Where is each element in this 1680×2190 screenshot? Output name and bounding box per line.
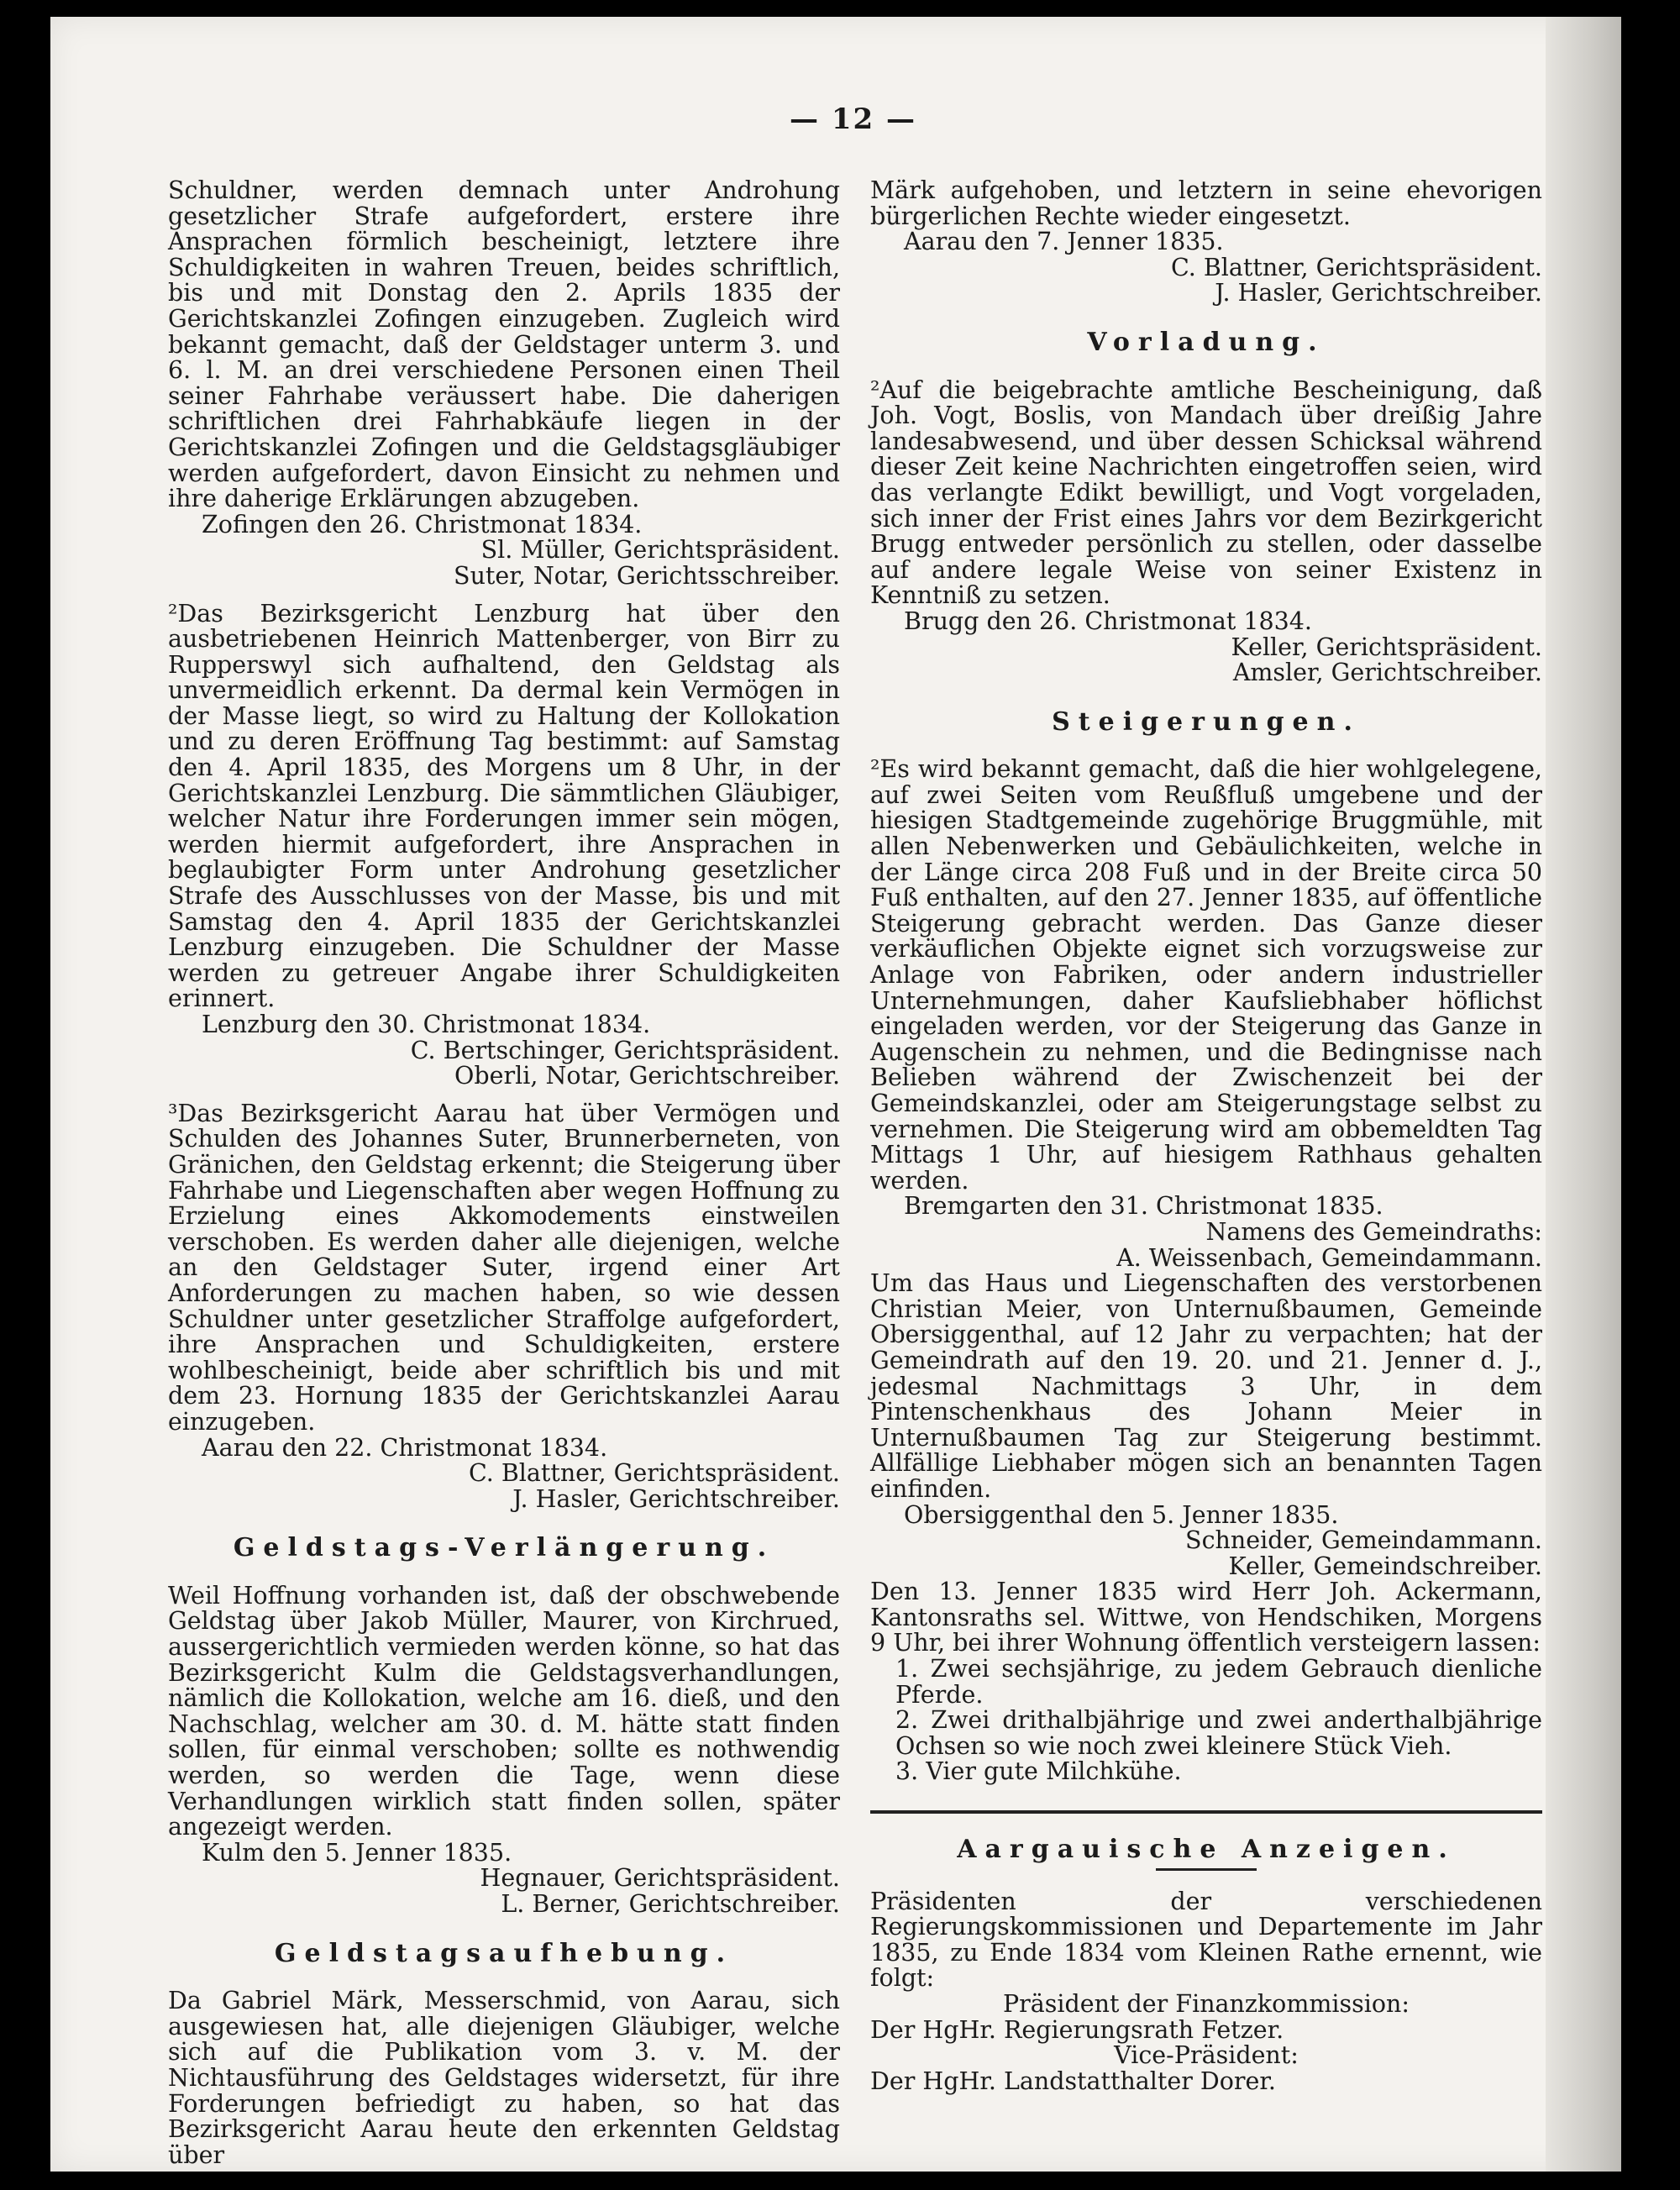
notice-praesidenten: Präsidenten der verschiedenen Regierungskommissionen und Departemente im Jahr 1835, zu Ende 1834 vom Kleinen Rathe ernennt, wie folgt: <box>870 1887 1542 1993</box>
title-vice-praesident: Vice-Präsident: <box>1114 2041 1299 2070</box>
notice-maerk-signature-2: J. Hasler, Gerichtschreiber. <box>1215 279 1542 307</box>
notice-meier-signature-2: Keller, Gemeindschreiber. <box>1228 1552 1542 1580</box>
notice-zofingen-signature-1: Sl. Müller, Gerichtspräsident. <box>480 536 840 565</box>
page-spine <box>1546 17 1621 2172</box>
name-fetzer: Der HgHr. Regierungsrath Fetzer. <box>870 2015 1284 2044</box>
notice-zofingen-signature-2: Suter, Notar, Gerichtsschreiber. <box>454 561 840 590</box>
list-item: 2. Zwei drithalbjährige und zwei anderthalbjährige Ochsen so wie noch zwei kleinere Stück Vieh. <box>895 1706 1542 1760</box>
notice-kulm: Weil Hoffnung vorhanden ist, daß der obschwebende Geldstag über Jakob Müller, Maurer, von Kirchrued, aussergerichtlich vermieden werden könne, so hat das Bezirksgericht Kulm die Geldstagsverhandlungen, nämlich die Kollokation, welche am 16. dieß, und den Nachschlag, welcher am 30. d. M. hätte statt finden sollen, für einmal verschoben; sollte es nothwendig werden, so werden die Tage, wenn diese Verhandlungen wirklich statt finden sollen, später angezeigt werden. <box>168 1581 840 1841</box>
notice-kulm-signature-2: L. Berner, Gerichtschreiber. <box>501 1890 840 1918</box>
notice-maerk: Da Gabriel Märk, Messerschmid, von Aarau, sich ausgewiesen hat, alle diejenigen Gläubiger, welche sich auf die Publikation vom 3. v. M. der Nichtausführung des Geldstages widersetzt, für ihre Forderungen befriedigt zu haben, so hat das Bezirksgericht Aarau heute den erkennten Geldstag über <box>168 1987 840 2169</box>
notice-aarau-signature-2: J. Hasler, Gerichtschreiber. <box>512 1484 840 1513</box>
notice-ackermann: Den 13. Jenner 1835 wird Herr Joh. Ackermann, Kantonsraths sel. Wittwe, von Hendschiken, Morgens 9 Uhr, bei ihrer Wohnung öffentlich versteigern lassen: <box>870 1578 1542 1657</box>
notice-lenzburg: ²Das Bezirksgericht Lenzburg hat über den ausbetriebenen Heinrich Mattenberger, von Birr zu Rupperswyl sich aufhaltend, den Geldstag als unvermeidlich erkennt. Da dermal kein Vermögen in der Masse liegt, so wird zu Haltung der Kollokation und zu deren Eröffnung Tag bestimmt: auf Samstag den 4. April 1835, des Morgens um 8 Uhr, in der Gerichtskanzlei Lenzburg. Die sämmtlichen Gläubiger, welcher Natur ihre Forderungen immer sein mögen, werden hiermit aufgefordert, ihre Ansprachen in beglaubigter Form unter Androhung gesetzlicher Strafe des Ausschlusses von der Masse, bis und mit Samstag den 4. April 1835 der Gerichtskanzlei Lenzburg einzugeben. Die Schuldner der Masse werden zu getreuer Angabe ihrer Schuldigkeiten erinnert. <box>168 599 840 1013</box>
notice-bruggmuehle-signature-1: Namens des Gemeindraths: <box>1205 1217 1542 1246</box>
notice-bruggmuehle: ²Es wird bekannt gemacht, daß die hier wohlgelegene, auf zwei Seiten vom Reußfluß umgebene und der hiesigen Stadtgemeinde zugehörige Bruggmühle, mit allen Nebenwerken und Gebäulichkeiten, welche in der Länge circa 208 Fuß und in der Breite circa 50 Fuß enthalten, auf den 27. Jenner 1835, auf öffentliche Steigerung gebracht werden. Das Ganze dieser verkäuflichen Objekte eignet sich vorzugsweise zur Anlage von Fabriken, oder andern industrieller Unternehmungen, daher Kaufsliebhaber höflichst eingeladen werden, vor der Steigerung das Ganze in Augenschein zu nehmen, und die Bedingnisse nach Belieben während der Zwischenzeit bei der Gemeindskanzlei, oder am Steigerungstage selbst zu vernehmen. Die Steigerung wird am obbemeldten Tag Mittags 1 Uhr, auf hiesigem Rathhaus gehalten werden. <box>870 755 1542 1195</box>
left-column <box>168 178 840 2168</box>
heading-steigerungen: Steigerungen. <box>1052 706 1361 737</box>
notice-bruggmuehle-signature-2: A. Weissenbach, Gemeindammann. <box>1116 1243 1542 1272</box>
notice-kulm-place: Kulm den 5. Jenner 1835. <box>202 1838 512 1867</box>
notice-maerk-continued: Märk aufgehoben, und letztern in seine ehevorigen bürgerlichen Rechte wieder eingesetzt. <box>870 176 1542 230</box>
notice-vogt-signature-1: Keller, Gerichtspräsident. <box>1231 633 1542 661</box>
notice-lenzburg-signature-2: Oberli, Notar, Gerichtschreiber. <box>454 1062 840 1090</box>
notice-vogt-place: Brugg den 26. Christmonat 1834. <box>904 607 1312 635</box>
notice-vogt-signature-2: Amsler, Gerichtschreiber. <box>1232 659 1542 687</box>
notice-bruggmuehle-place: Bremgarten den 31. Christmonat 1835. <box>904 1192 1383 1221</box>
notice-meier-signature-1: Schneider, Gemeindammann. <box>1185 1526 1542 1555</box>
notice-zofingen-place: Zofingen den 26. Christmonat 1834. <box>202 510 643 538</box>
notice-kulm-signature-1: Hegnauer, Gerichtspräsident. <box>480 1864 840 1893</box>
title-finanzkommission: Präsident der Finanzkommission: <box>1003 1990 1410 2018</box>
heading-geldstagsaufhebung: Geldstagsaufhebung. <box>274 1938 734 1968</box>
notice-maerk-place: Aarau den 7. Jenner 1835. <box>904 228 1224 256</box>
heading-underline <box>1156 1868 1257 1871</box>
list-item: 3. Vier gute Milchkühe. <box>895 1757 1182 1786</box>
heading-aargauische-anzeigen: Aargauische Anzeigen. <box>957 1835 1456 1865</box>
notice-meier: Um das Haus und Liegenschaften des verstorbenen Christian Meier, von Unternußbaumen, Gemeinde Obersiggenthal, auf 12 Jahr zu verpachten; hat der Gemeindrath auf den 19. 20. und 21. Jenner d. J., jedesmal Nachmittags 3 Uhr, in dem Pintenschenkhaus des Johann Meier in Unternußbaumen Tag zur Steigerung bestimmt. Allfällige Liebhaber mögen sich an benannten Tagen einfinden. <box>870 1269 1542 1503</box>
name-dorer: Der HgHr. Landstatthalter Dorer. <box>870 2067 1276 2095</box>
notice-aarau: ³Das Bezirksgericht Aarau hat über Vermögen und Schulden des Johannes Suter, Brunnerberneten, von Gränichen, den Geldstag erkennt; die Steigerung über Fahrhabe und Liegenschaften aber wegen Hoffnung zu Erzielung eines Akkomodements einstweilen verschoben. Es werden daher alle diejenigen, welche an den Geldstager Suter, irgend einer Art Anforderungen zu machen haben, so wie dessen Schuldner unter gesetzlicher Straffolge aufgefordert, ihre Ansprachen und Schuldigkeiten, erstere wohlbescheinigt, beide aber schriftlich bis und mit dem 23. Hornung 1835 der Gerichtskanzlei Aarau einzugeben. <box>168 1099 840 1436</box>
heading-geldstags-verlaengerung: Geldstags-Verlängerung. <box>233 1533 775 1563</box>
list-item: 1. Zwei sechsjährige, zu jedem Gebrauch dienliche Pferde. <box>895 1655 1542 1709</box>
notice-vogt: ²Auf die beigebrachte amtliche Bescheinigung, daß Joh. Vogt, Boslis, von Mandach über dreißig Jahre landesabwesend, und über dessen Schicksal während dieser Zeit keine Nachrichten eingetroffen seien, wird das verlangte Edikt bewilligt, und Vogt vorgeladen, sich inner der Frist eines Jahrs vor dem Bezirkgericht Brugg entweder persönlich zu stellen, oder dasselbe auf andere legale Weise von seiner Existenz in Kenntniß zu setzen. <box>870 376 1542 610</box>
section-divider <box>870 1810 1542 1814</box>
notice-aarau-signature-1: C. Blattner, Gerichtspräsident. <box>468 1459 840 1488</box>
notice-lenzburg-signature-1: C. Bertschinger, Gerichtspräsident. <box>410 1036 840 1064</box>
notice-meier-place: Obersiggenthal den 5. Jenner 1835. <box>904 1500 1339 1529</box>
heading-vorladung: Vorladung. <box>1087 327 1326 357</box>
notice-aarau-place: Aarau den 22. Christmonat 1834. <box>202 1433 608 1462</box>
notice-maerk-signature-1: C. Blattner, Gerichtspräsident. <box>1170 253 1542 281</box>
page-number: — 12 — <box>790 102 916 136</box>
notice-zofingen: Schuldner, werden demnach unter Androhung gesetzlicher Strafe aufgefordert, erstere ihre Ansprachen förmlich bescheinigt, letztere ihre Schuldigkeiten in wahren Treuen, beides schriftlich, bis und mit Donstag den 2. Aprils 1835 der Gerichtskanzlei Zofingen einzugeben. Zugleich wird bekannt gemacht, daß der Geldstager unterm 3. und 6. l. M. an drei verschiedene Personen einen Theil seiner Fahrhabe veräussert habe. Die daherigen schriftlichen drei Fahrhabkäufe liegen in der Gerichtskanzlei Zofingen und die Geldstagsgläubiger werden aufgefordert, davon Einsicht zu nehmen und ihre daherige Erklärungen abzugeben. <box>168 176 840 513</box>
notice-lenzburg-place: Lenzburg den 30. Christmonat 1834. <box>202 1011 651 1038</box>
right-column <box>870 178 1542 2094</box>
